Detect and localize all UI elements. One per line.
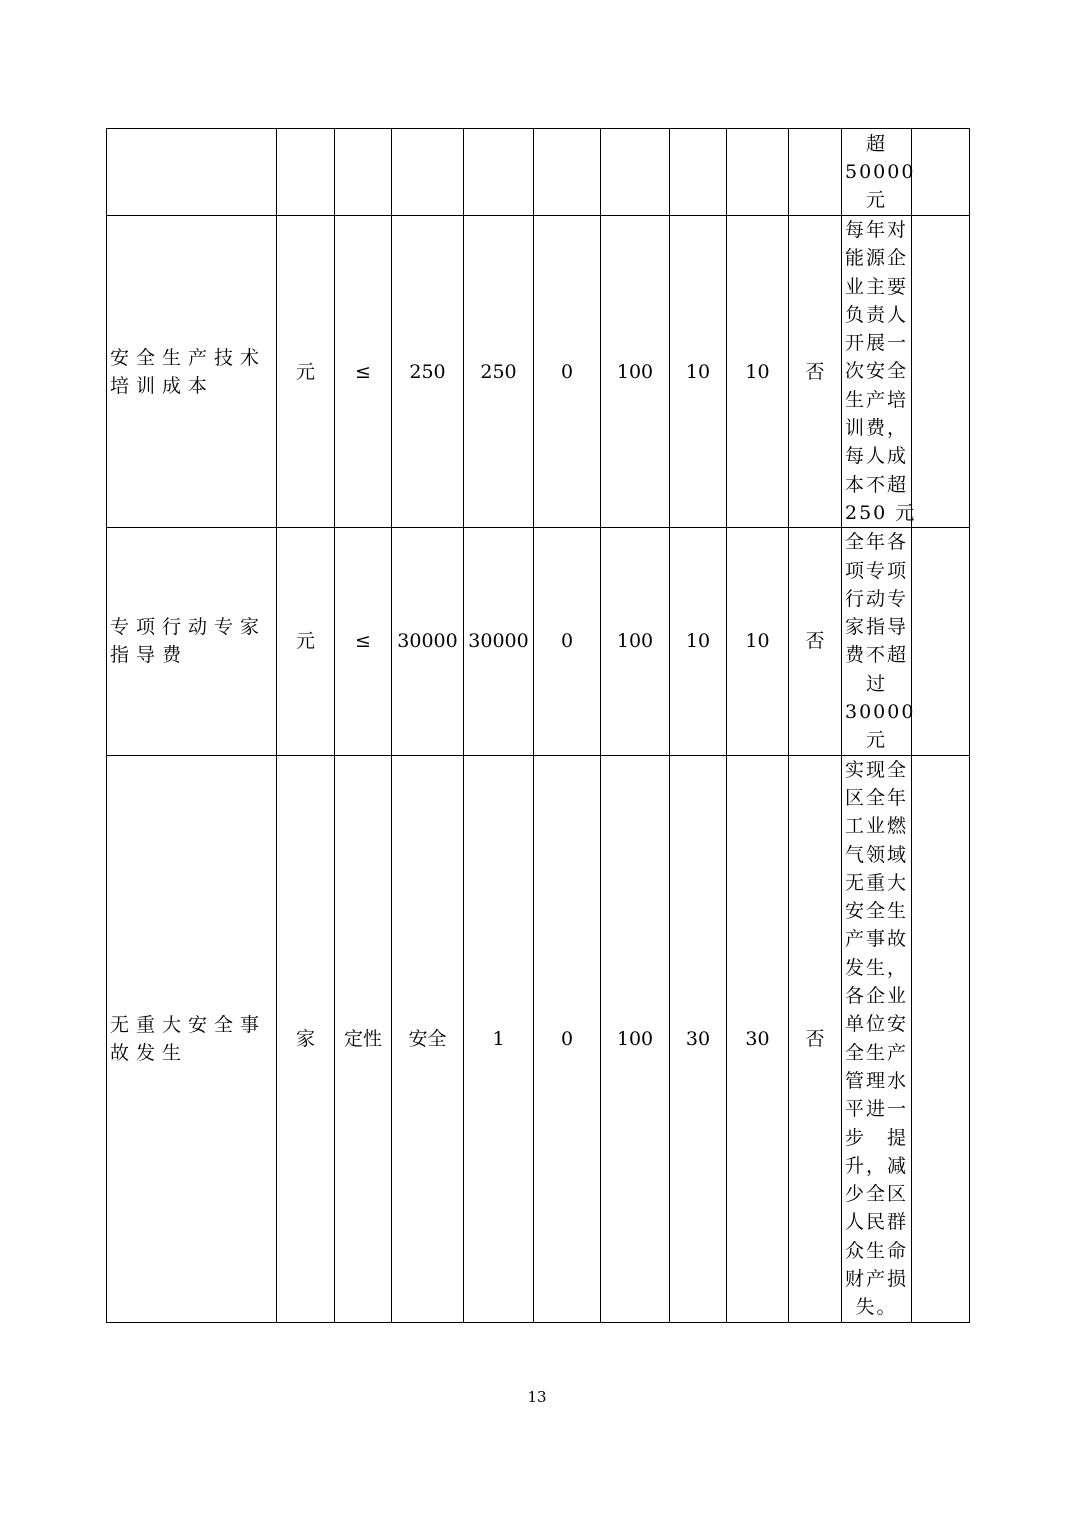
explanation-line: 升，减 — [845, 1154, 909, 1177]
explanation-line: 气领域 — [845, 843, 909, 866]
symbol-cell: ≤ — [335, 216, 392, 528]
indicator-cell: 专项行动专家指导费 — [107, 528, 277, 755]
table-body — [107, 129, 970, 1323]
explanation-line: 安全生 — [845, 900, 909, 923]
score-rate-cell: 100 — [601, 528, 670, 755]
performance-table — [106, 128, 970, 1323]
adjust-cell: 否 — [789, 216, 842, 528]
explanation-line: 发生， — [845, 956, 909, 979]
explanation-line: 过 — [865, 672, 887, 695]
actual-value-cell — [464, 129, 534, 216]
explanation-line: 能源企 — [845, 247, 909, 270]
adjust-cell: 否 — [789, 528, 842, 755]
explanation-cell — [842, 216, 917, 528]
annual-target-cell: 250 — [392, 216, 464, 528]
explanation-line: 元 — [865, 189, 887, 212]
adjust-cell: 否 — [789, 755, 842, 1322]
score-rate-cell — [601, 129, 670, 216]
score-rate-cell: 100 — [601, 755, 670, 1322]
adjust-cell — [789, 129, 842, 216]
explanation-line: 无重大 — [845, 871, 909, 894]
deviation-cell — [534, 129, 601, 216]
remark-cell — [912, 755, 970, 1322]
weight-cell: 30 — [670, 755, 727, 1322]
explanation-line: 负责人 — [845, 303, 909, 326]
explanation-line: 全生产 — [845, 1041, 909, 1064]
symbol-cell: 定性 — [335, 755, 392, 1322]
explanation-line: 每人成 — [845, 445, 909, 468]
indicator-cell: 安全生产技术培训成本 — [107, 216, 277, 528]
explanation-line: 生产培 — [845, 388, 909, 411]
unit-cell: 元 — [277, 216, 335, 528]
explanation-line: 家指导 — [845, 616, 909, 639]
explanation-line: 产事故 — [845, 928, 909, 951]
explanation-line: 失。 — [855, 1296, 898, 1319]
explanation-cell — [842, 129, 916, 216]
page-number: 13 — [527, 1388, 547, 1406]
explanation-cell — [842, 528, 916, 755]
table-row-continued — [107, 129, 970, 216]
explanation-line: 各企业 — [845, 985, 909, 1008]
explanation-line: 步提 — [845, 1126, 908, 1149]
actual-value-cell: 30000 — [464, 528, 534, 755]
explanation-line: 训费， — [845, 417, 909, 440]
explanation-line: 50000 — [845, 160, 916, 183]
explanation-line: 业主要 — [845, 275, 909, 298]
explanation-line: 次安全 — [845, 360, 909, 383]
explanation-line: 开展一 — [845, 332, 909, 355]
indicator-cell: 无重大安全事故发生 — [107, 755, 277, 1322]
explanation-line: 工业燃 — [845, 815, 909, 838]
explanation-line: 30000 — [845, 701, 916, 724]
explanation-line: 元 — [865, 729, 887, 752]
annual-target-cell: 安全 — [392, 755, 464, 1322]
explanation-line: 项专项 — [845, 559, 909, 582]
explanation-line: 本不超 — [845, 473, 909, 496]
table-row-expert-fee — [107, 528, 970, 755]
explanation-cell — [842, 755, 912, 1322]
explanation-line: 财产损 — [845, 1267, 909, 1290]
explanation-line: 平进一 — [845, 1098, 909, 1121]
deviation-cell: 0 — [534, 216, 601, 528]
annual-target-cell — [392, 129, 464, 216]
score-cell: 30 — [727, 755, 789, 1322]
explanation-line: 实现全 — [845, 758, 909, 781]
score-cell: 10 — [727, 528, 789, 755]
explanation-line: 管理水 — [845, 1069, 909, 1092]
deviation-cell: 0 — [534, 528, 601, 755]
explanation-line: 每年对 — [845, 219, 909, 241]
unit-cell — [277, 129, 335, 216]
explanation-line: 全年各 — [845, 531, 909, 554]
remark-cell — [912, 129, 970, 216]
explanation-line: 行动专 — [845, 587, 909, 610]
explanation-line: 250 元 — [845, 501, 917, 524]
explanation-line: 单位安 — [845, 1013, 909, 1036]
explanation-line: 区全年 — [845, 786, 909, 809]
explanation-line: 超 — [865, 132, 887, 155]
weight-cell — [670, 129, 727, 216]
explanation-line: 费不超 — [845, 644, 909, 667]
deviation-cell: 0 — [534, 755, 601, 1322]
explanation-line: 众生命 — [845, 1239, 909, 1262]
symbol-cell: ≤ — [335, 528, 392, 755]
actual-value-cell: 250 — [464, 216, 534, 528]
table-row-training-cost — [107, 216, 970, 528]
actual-value-cell: 1 — [464, 755, 534, 1322]
symbol-cell — [335, 129, 392, 216]
score-cell — [727, 129, 789, 216]
table-row-no-accident — [107, 755, 970, 1322]
annual-target-cell: 30000 — [392, 528, 464, 755]
unit-cell: 元 — [277, 528, 335, 755]
score-cell: 10 — [727, 216, 789, 528]
score-rate-cell: 100 — [601, 216, 670, 528]
indicator-cell — [107, 129, 277, 216]
remark-cell — [912, 216, 970, 528]
unit-cell: 家 — [277, 755, 335, 1322]
weight-cell: 10 — [670, 528, 727, 755]
remark-cell — [912, 528, 970, 755]
explanation-line: 人民群 — [845, 1211, 909, 1234]
explanation-line: 少全区 — [845, 1183, 909, 1206]
weight-cell: 10 — [670, 216, 727, 528]
